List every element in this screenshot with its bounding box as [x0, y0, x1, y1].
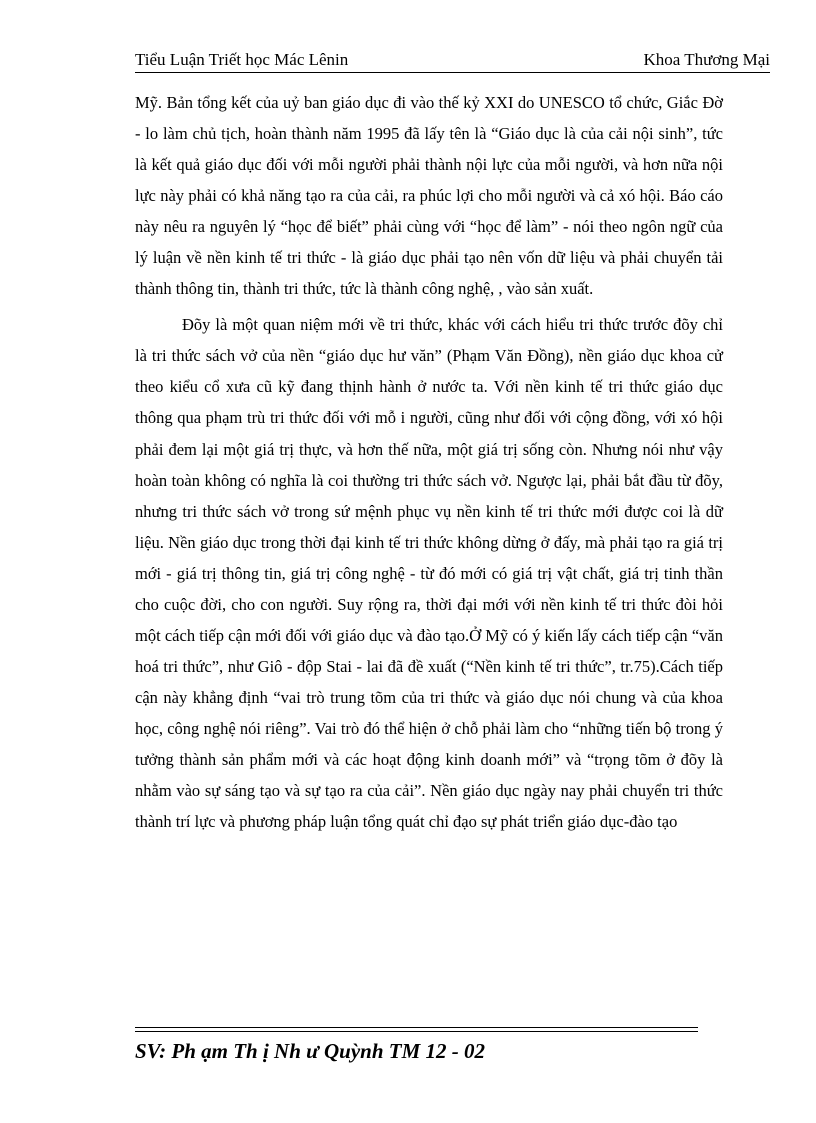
- header-department: Khoa Thương Mại: [643, 50, 770, 69]
- page-header: [135, 50, 770, 72]
- body-paragraph-2: Đõy là một quan niệm mới về tri thức, khác với cách hiểu tri thức trước đõy chỉ là tri thức sách vở của nền “giáo dục hư văn” (Phạm Văn Đồng), nền giáo dục khoa cử theo kiểu cổ xưa cũ kỹ đang thịnh hành ở nước ta. Với nền kinh tế tri thức giáo dục thông qua phạm trù tri thức đối với mỗ i người, cũng như đối với cộng đồng, với xó hội phải đem lại một giá trị thực, và hơn thế nữa, một giá trị sống còn. Nhưng nói như vậy hoàn toàn không có nghĩa là coi thường tri thức sách vở. Ngược lại, phải bắt đầu từ đõy, nhưng tri thức sách vở trong sứ mệnh phục vụ nền kinh tế tri thức mới được coi là dữ liệu. Nền giáo dục trong thời đại kinh tế tri thức không dừng ở đấy, mà phải tạo ra giá trị mới - giá trị thông tin, giá trị công nghệ - từ đó mới có giá trị vật chất, giá trị tinh thần cho cuộc đời, cho con người. Suy rộng ra, thời đại mới với nền kinh tế tri thức đòi hỏi một cách tiếp cận mới đối với giáo dục và đào tạo.Ở Mỹ có ý kiến lấy cách tiếp cận “văn hoá tri thức”, như Giô - độp Stai - lai đã đề xuất (“Nền kinh tế tri thức”, tr.75).Cách tiếp cận này khẳng định “vai trò trung tõm của tri thức và giáo dục nói chung và của khoa học, công nghệ nói riêng”. Vai trò đó thể hiện ở chỗ phải làm cho “những tiến bộ trong ý tưởng thành sản phẩm mới và các hoạt động kinh doanh mới” và “trọng tõm ở đõy là nhằm vào sự sáng tạo và sự tạo ra của cải”. Nền giáo dục ngày nay phải chuyển tri thức thành trí lực và phương pháp luận tổng quát chỉ đạo sự phát triển giáo dục-đào tạo: [135, 315, 723, 832]
- document-body: [135, 87, 723, 837]
- footer-student-info: SV: Ph ạm Th ị Nh ư Quỳnh TM 12 - 02: [135, 1039, 485, 1063]
- header-document-title: Tiểu Luận Triết học Mác Lênin: [135, 50, 349, 69]
- footer-divider: [135, 1027, 698, 1032]
- header-divider: [135, 72, 770, 73]
- body-paragraph-1: Mỹ. Bản tổng kết của uỷ ban giáo dục đi vào thế kỷ XXI do UNESCO tổ chức, Giắc Đờ - lo làm chủ tịch, hoàn thành năm 1995 đã lấy tên là “Giáo dục là của cải nội sinh”, tức là kết quả giáo dục đối với mỗi người phải thành nội lực của mỗi người, và hơn nữa nội lực này phải có khả năng tạo ra của cải, ra phúc lợi cho mỗi người và cả xó hội. Báo cáo này nêu ra nguyên lý “học để biết” phải cùng với “học để làm” - nói theo ngôn ngữ của lý luận về nền kinh tế tri thức - là giáo dục phải tạo nên vốn dữ liệu và phải chuyển tải thành thông tin, thành tri thức, tức là thành công nghệ, , vào sản xuất.: [135, 93, 723, 299]
